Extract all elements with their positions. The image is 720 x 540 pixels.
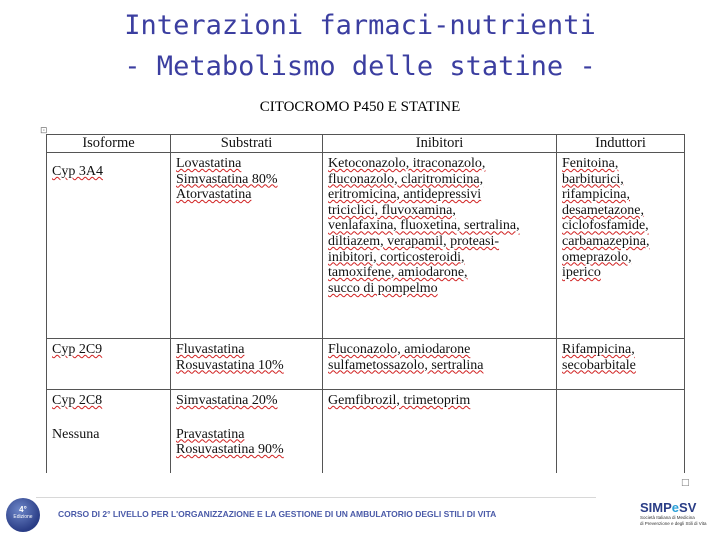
table-row (47, 339, 685, 390)
table-header-row (47, 135, 685, 153)
edition-badge (6, 498, 40, 532)
cell-inibitori (323, 339, 557, 390)
logo-text: SIMPeSV (640, 500, 697, 515)
cell-line: Fenitoina, (562, 156, 619, 171)
cell-inibitori (323, 153, 557, 339)
cell-line: tamoxifene, amiodarone, (328, 265, 468, 281)
cell-line: rifampicina, (562, 187, 631, 203)
header-inibitori: Inibitori (323, 135, 557, 153)
simpesv-logo (640, 501, 712, 535)
cell-isoforme (47, 390, 171, 474)
cell-line: iperico (562, 265, 601, 281)
cell-line: barbiturici, (562, 171, 624, 187)
footer-divider (36, 497, 596, 498)
cell-line: Pravastatina (176, 426, 245, 442)
cell-line: Cyp 3A4 (52, 164, 103, 179)
table-resize-handle-icon[interactable]: □ (681, 478, 690, 488)
edition-number: 4° (19, 505, 27, 514)
slide-title-line-1: Interazioni farmaci-nutrienti (124, 10, 596, 41)
cell-line: Rifampicina, (562, 342, 635, 357)
cell-substrati (171, 390, 323, 474)
cell-line: Simvastatina 80% (176, 171, 278, 187)
cell-line: Gemfibrozil, trimetoprim (328, 393, 471, 408)
cell-line: fluconazolo, claritromicina, (328, 171, 484, 187)
cell-inibitori (323, 390, 557, 474)
cyp450-statins-table (46, 134, 685, 473)
cell-induttori (557, 153, 685, 339)
logo-subtext-1: Società Italiana di Medicina (640, 515, 695, 520)
table-row (47, 390, 685, 474)
slide-title-line-2: - Metabolismo delle statine - (124, 51, 596, 82)
cell-line: sulfametossazolo, sertralina (328, 357, 484, 373)
cell-spacer (52, 409, 166, 427)
cyp450-statins-table-container (46, 134, 684, 480)
cell-line: carbamazepina, (562, 233, 650, 249)
cell-line: Simvastatina 20% (176, 393, 278, 408)
cell-line: desametazone, (562, 202, 645, 218)
cell-line: Nessuna (52, 426, 100, 442)
cell-line: Fluvastatina (176, 342, 245, 357)
logo-subtext-2: di Prevenzione e degli Stili di Vita (640, 520, 707, 526)
cell-line: secobarbitale (562, 357, 636, 373)
cell-line: Ketoconazolo, itraconazolo, (328, 156, 486, 171)
course-title: CORSO DI 2° LIVELLO PER L'ORGANIZZAZIONE E LA GESTIONE DI UN AMBULATORIO DEGLI STILI DI VITA (58, 509, 497, 519)
cell-line: ciclofosfamide, (562, 218, 649, 234)
cell-induttori (557, 390, 685, 474)
header-induttori: Induttori (557, 135, 685, 153)
table-row (47, 153, 685, 339)
cell-induttori (557, 339, 685, 390)
cell-line: Lovastatina (176, 156, 242, 171)
cell-substrati (171, 153, 323, 339)
cell-line: eritromicina, antidepressivi (328, 187, 482, 203)
cell-substrati (171, 339, 323, 390)
cell-line: triciclici, fluvoxamina, (328, 202, 456, 218)
cell-line: omeprazolo, (562, 249, 632, 265)
cell-line: Cyp 2C9 (52, 342, 103, 357)
cell-line: diltiazem, verapamil, proteasi- (328, 233, 500, 249)
cell-line: inibitori, corticosteroidi, (328, 249, 465, 265)
cell-isoforme (47, 339, 171, 390)
cell-spacer (176, 409, 318, 427)
cell-line: Fluconazolo, amiodarone (328, 342, 471, 357)
cell-line: succo di pompelmo (328, 280, 438, 296)
header-substrati: Substrati (171, 135, 323, 153)
cell-line: Rosuvastatina 90% (176, 442, 284, 458)
table-caption: CITOCROMO P450 E STATINE (259, 99, 461, 115)
cell-line: Cyp 2C8 (52, 393, 103, 408)
header-isoforme: Isoforme (47, 135, 171, 153)
cell-isoforme (47, 153, 171, 339)
cell-line: venlafaxina, fluoxetina, sertralina, (328, 218, 520, 234)
cell-line: Rosuvastatina 10% (176, 357, 284, 373)
cell-line: Atorvastatina (176, 187, 252, 203)
edition-label: Edizione (13, 514, 33, 520)
table-move-handle-icon[interactable]: ⊡ (40, 126, 48, 136)
